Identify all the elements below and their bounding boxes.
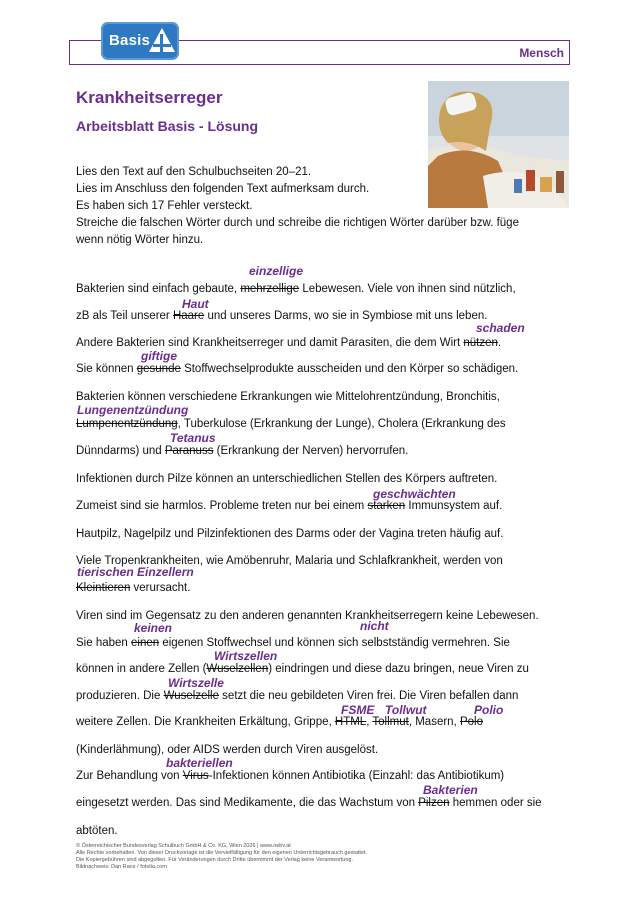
text-line: Bakterien sind einfach gebaute, mehrzellige Lebewesen. Viele von ihnen sind nützlich, xyxy=(76,283,516,295)
correction-giftige: giftige xyxy=(141,349,177,363)
text-line: Infektionen durch Pilze können an unterschiedlichen Stellen des Körpers auftreten. xyxy=(76,473,498,485)
correction-nicht: nicht xyxy=(360,619,389,633)
correction-tierische-einzeller: tierischen Einzellern xyxy=(77,565,194,579)
text-line: Zumeist sind sie harmlos. Probleme treten nur bei einem starken Immunsystem auf. xyxy=(76,500,503,512)
text-line: Sie haben einen eigenen Stoffwechsel und können sich selbstständig vermehren. Sie xyxy=(76,637,510,649)
section-label: Mensch xyxy=(519,46,564,60)
instruction-line-5: wenn nötig Wörter hinzu. xyxy=(76,234,204,246)
struck-word: einen xyxy=(131,637,160,649)
footer-fees: Die Kopiergebühren sind abgegolten. Für Veränderungen durch Dritte übernimmt der Verlag keine Verantwortung. xyxy=(76,857,354,863)
text-line: Kleintieren verursacht. xyxy=(76,582,191,594)
text-line: Hautpilz, Nagelpilz und Pilzinfektionen des Darms oder der Vagina treten häufig auf. xyxy=(76,528,504,540)
struck-word: Pilzen xyxy=(418,797,450,809)
correction-wirtszellen: Wirtszellen xyxy=(214,649,278,663)
struck-word: nützen xyxy=(463,337,498,349)
text-line: eingesetzt werden. Das sind Medikamente, die das Wachstum von Pilzen hemmen oder sie xyxy=(76,797,542,809)
page-title: Krankheitserreger xyxy=(76,88,223,107)
text-line: produzieren. Die Wuselzelle setzt die neu gebildeten Viren frei. Die Viren befallen dann xyxy=(76,690,519,702)
struck-word: Wuselzellen xyxy=(206,663,269,675)
text-line: abtöten. xyxy=(76,825,118,837)
correction-geschwaechten: geschwächten xyxy=(373,487,456,501)
correction-schaden: schaden xyxy=(476,321,525,335)
text-line: Andere Bakterien sind Krankheitserreger und damit Parasiten, die dem Wirt nützen. xyxy=(76,337,502,349)
text-line: Dünndarms) und Paranuss (Erkrankung der Nerven) hervorrufen. xyxy=(76,445,409,457)
footer-rights: Alle Rechte vorbehalten. Von dieser Druckvorlage ist die Vervielfältigung für den eigenen Unterrichtsgebrauch gestattet. xyxy=(76,850,368,856)
correction-haut: Haut xyxy=(182,297,209,311)
sick-woman-photo xyxy=(428,81,569,208)
text-line: Zur Behandlung von Virus-Infektionen können Antibiotika (Einzahl: das Antibiotikum) xyxy=(76,770,505,782)
text-line: Lumpenentzündung, Tuberkulose (Erkrankung der Lunge), Cholera (Erkrankung des xyxy=(76,418,506,430)
correction-einzellige: einzellige xyxy=(249,264,304,278)
struck-word: Tollmut xyxy=(372,716,409,728)
basis-logo xyxy=(101,22,179,60)
page-subtitle: Arbeitsblatt Basis - Lösung xyxy=(76,118,259,134)
correction-wirtszelle: Wirtszelle xyxy=(168,676,224,690)
text-line: (Kinderlähmung), oder AIDS werden durch Viren ausgelöst. xyxy=(76,744,379,756)
struck-word: Polo xyxy=(459,716,483,728)
correction-bakterien: Bakterien xyxy=(423,783,478,797)
text-line: Viele Tropenkrankheiten, wie Amöbenruhr, Malaria und Schlafkrankheit, werden von xyxy=(76,555,503,567)
struck-word: mehrzellige xyxy=(240,283,300,295)
struck-word: Kleintieren xyxy=(76,582,131,594)
instruction-line-3: Es haben sich 17 Fehler versteckt. xyxy=(76,200,253,212)
correction-keinen: keinen xyxy=(134,621,173,635)
struck-word: Lumpenentzündung xyxy=(76,418,178,430)
struck-word: Virus xyxy=(182,770,209,782)
correction-fsme: FSME xyxy=(341,703,375,717)
footer-copyright: © Österreichischer Bundesverlag Schulbuch GmbH & Co. KG, Wien 2026 | www.oebv.at xyxy=(76,843,291,849)
text-line: Bakterien können verschiedene Erkrankungen wie Mittelohrentzündung, Bronchitis, xyxy=(76,391,500,403)
correction-polio: Polio xyxy=(474,703,504,717)
text-line: Sie können gesunde Stoffwechselprodukte ausscheiden und den Körper so schädigen. xyxy=(76,363,519,375)
text-line: können in andere Zellen (Wuselzellen) eindringen und diese dazu bringen, neue Viren zu xyxy=(76,663,529,675)
instruction-line-4: Streiche die falschen Wörter durch und schreibe die richtigen Wörter darüber bzw. füge xyxy=(76,217,519,229)
text-line: Viren sind im Gegensatz zu den anderen genannten Krankheitserregern keine Lebewesen. xyxy=(76,610,539,622)
correction-tollwut: Tollwut xyxy=(385,703,427,717)
correction-bakteriellen: bakteriellen xyxy=(166,756,233,770)
correction-tetanus: Tetanus xyxy=(170,431,216,445)
text-line: weitere Zellen. Die Krankheiten Erkältung, Grippe, HTML, Tollmut, Masern, Polo xyxy=(76,716,483,728)
footer-image-credit: Bildnachweis: Dan Race / fotolia.com xyxy=(76,864,167,870)
struck-word: Wuselzelle xyxy=(163,690,219,702)
struck-word: Haare xyxy=(172,310,205,322)
struck-word: starken xyxy=(367,500,406,512)
struck-word: gesunde xyxy=(136,363,181,375)
struck-word: HTML xyxy=(334,716,367,728)
instruction-line-1: Lies den Text auf den Schulbuchseiten 20–21. xyxy=(76,166,312,178)
struck-word: Paranuss xyxy=(164,445,214,457)
instruction-line-2: Lies im Anschluss den folgenden Text aufmerksam durch. xyxy=(76,183,370,195)
correction-lungenentzuendung: Lungenentzündung xyxy=(77,403,189,417)
text-line: zB als Teil unserer Haare und unseres Darms, wo sie in Symbiose mit uns leben. xyxy=(76,310,488,322)
logo-text: Basis xyxy=(109,32,151,49)
